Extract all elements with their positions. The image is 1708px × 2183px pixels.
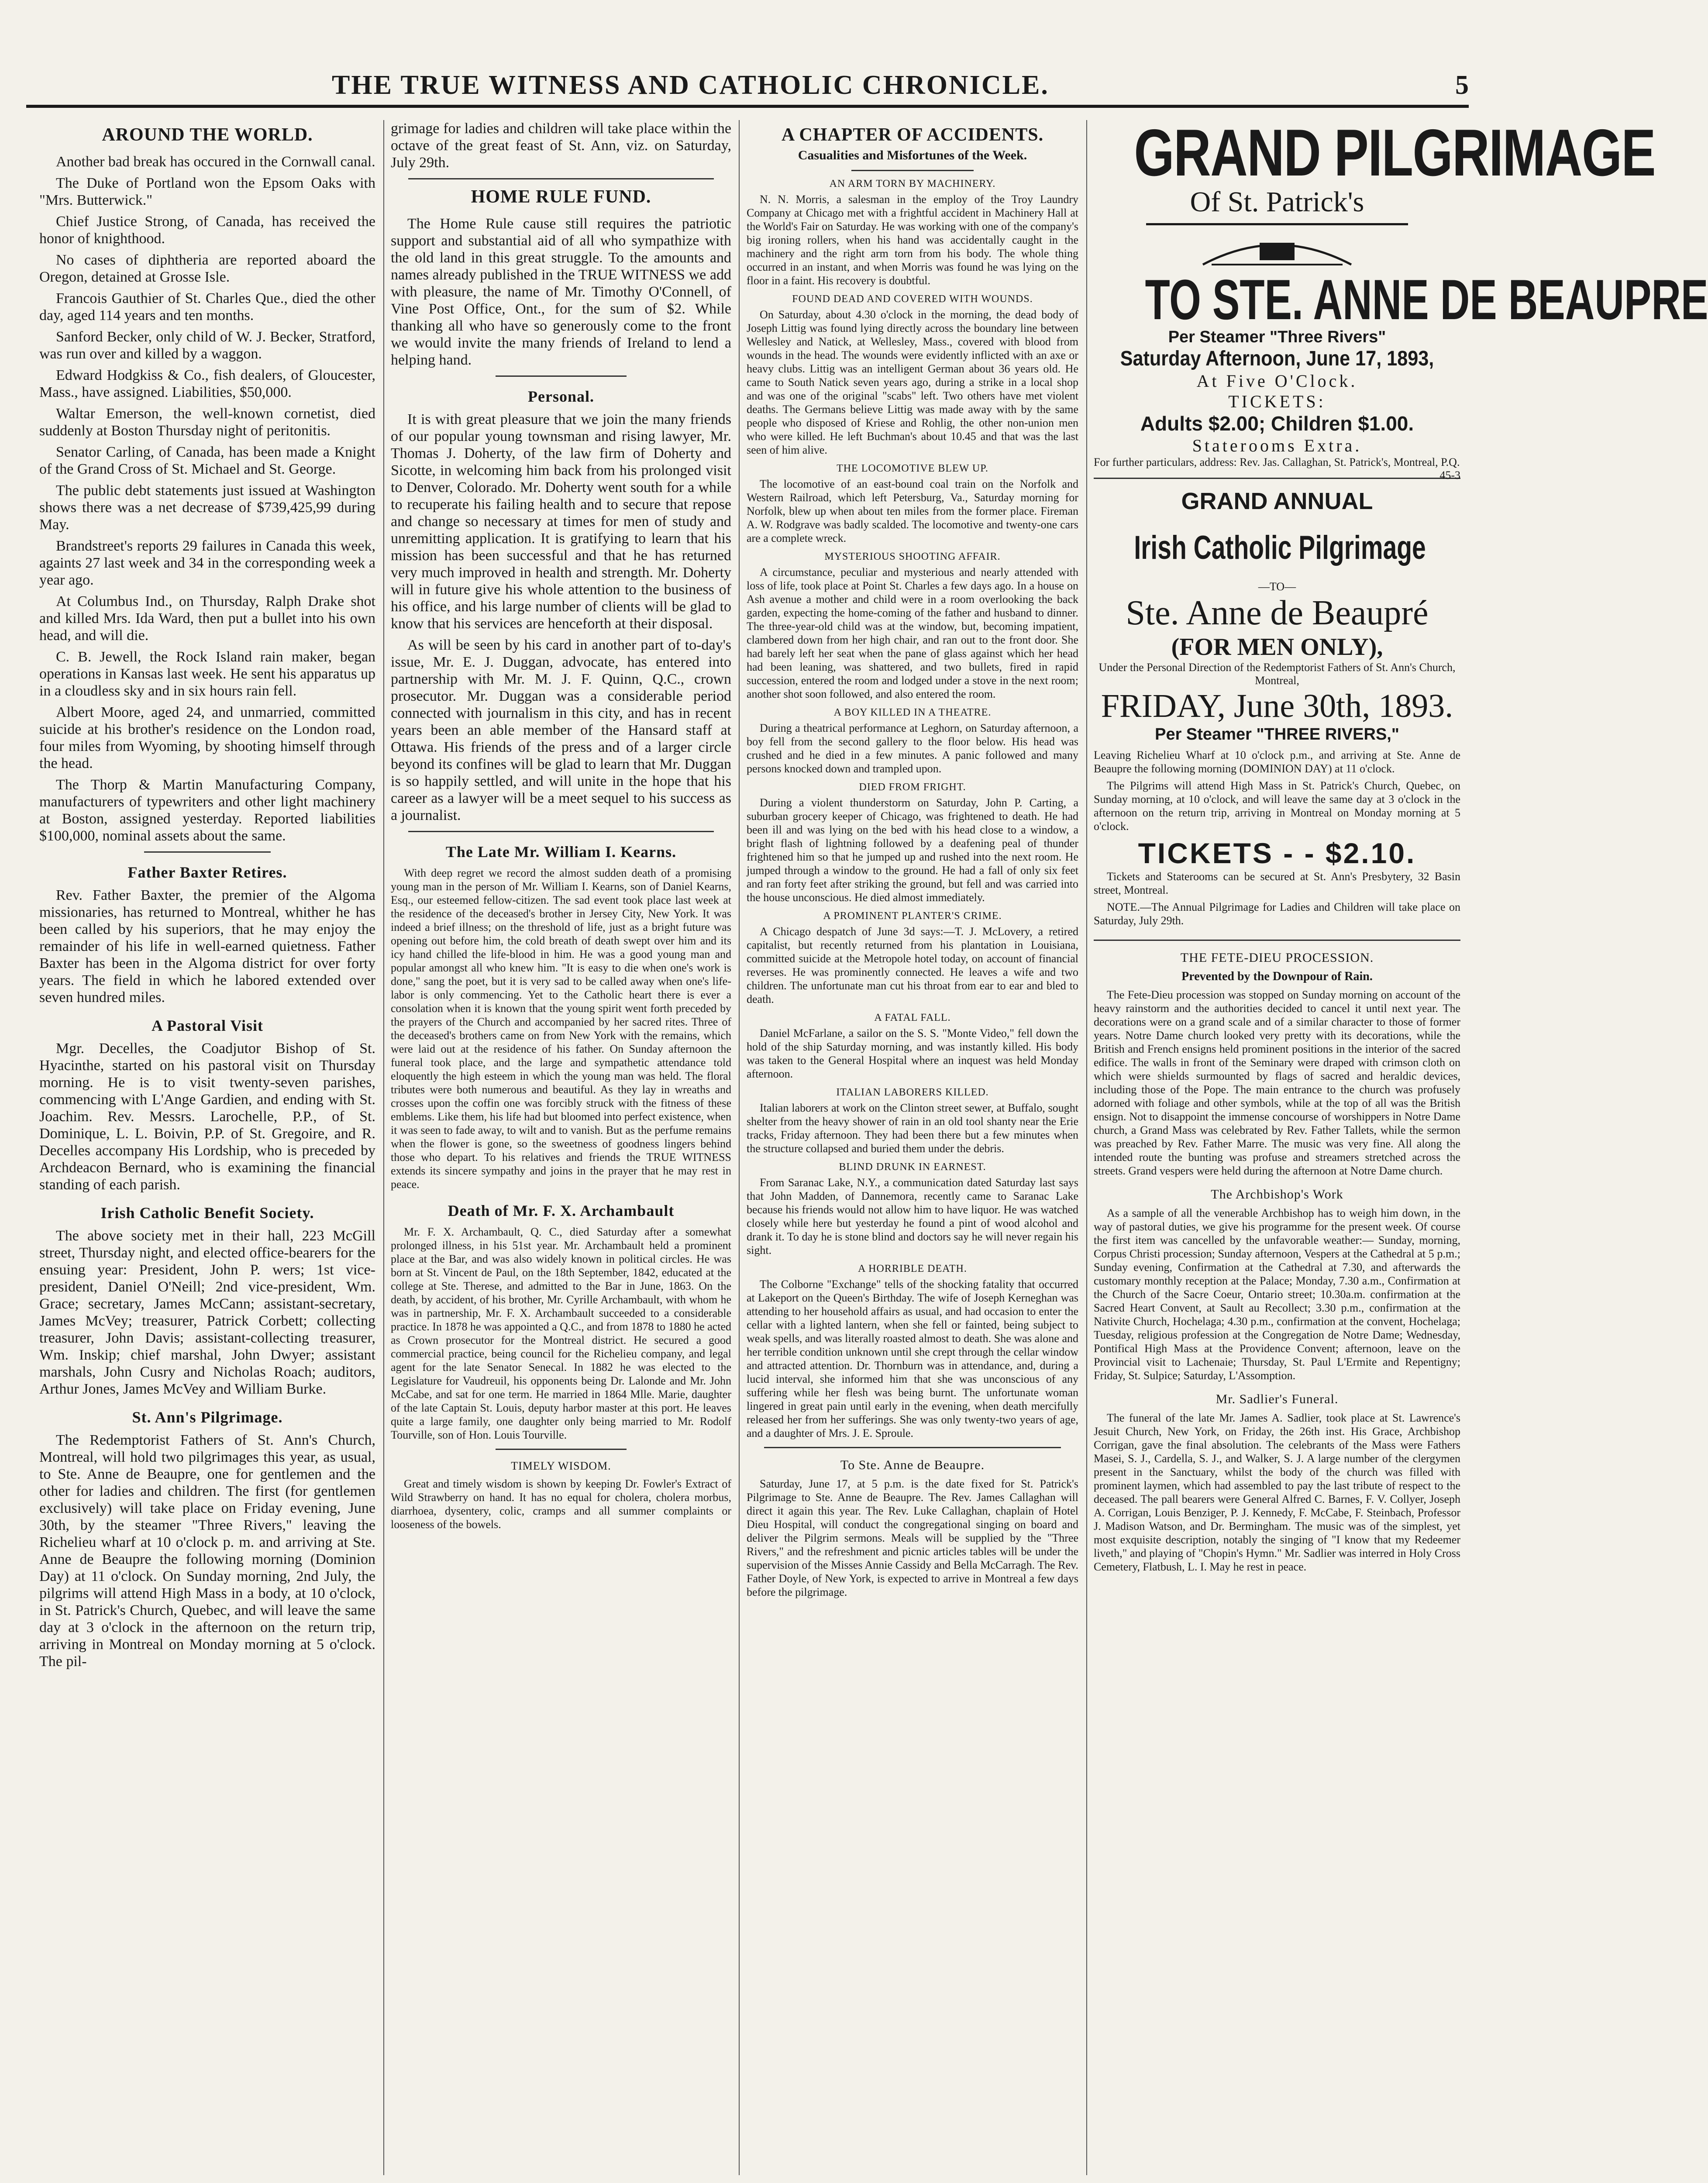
ad-destination: TO STE. ANNE DE BEAUPRE	[1145, 268, 1708, 331]
accident-heading: A HORRIBLE DEATH.	[858, 1263, 967, 1274]
news-item: The Duke of Portland won the Epsom Oaks with "Mrs. Butterwick."	[39, 175, 375, 208]
accident-text: During a violent thunderstorm on Saturday, John P. Carting, a suburban grocery keeper of Chicago, was frightened to death. He had been ill and was lying on the bed with his head close to a window, a bright flash of lightning followed by a deafening peal of thunder frightened him so that he jumped up and rushed into the next room. He jumped through a window to the ground. He had a fall of only six feet and ran forty feet after striking the ground, but fell and was carried into the house unconscious. He died almost immediately.	[747, 796, 1078, 904]
accident-heading: THE LOCOMOTIVE BLEW UP.	[837, 463, 988, 474]
article-heading: Father Baxter Retires.	[127, 864, 287, 881]
article-text: Mgr. Decelles, the Coadjutor Bishop of St. Hyacinthe, started on his pastoral visit on Thursday morning. He is to visit twenty-seven parishes, commencing with L'Ange Gardien, and ending with St. Joachim. Rev. Messrs. Larochelle, P.P., of St. Dominique, L. L. Boivin, P.P. of St. Gregoire, and R. Decelles accompany His Lordship, who is preceded by Archdeacon Bernard, who is examining the financial standing of each parish.	[39, 1040, 375, 1193]
accident-heading: ITALIAN LABORERS KILLED.	[836, 1087, 989, 1098]
news-item: Francois Gauthier of St. Charles Que., died the other day, aged 114 years and ten months.	[39, 290, 375, 324]
article-subheading: Prevented by the Downpour of Rain.	[1181, 970, 1373, 983]
ad-tickets-label: TICKETS:	[1228, 392, 1326, 411]
divider	[144, 851, 271, 853]
accident-list	[747, 178, 1078, 1440]
article-heading: The Late Mr. William I. Kearns.	[445, 843, 677, 861]
ad-date: FRIDAY, June 30th, 1893.	[1101, 688, 1453, 724]
accident-text: The Colborne "Exchange" tells of the shocking fatality that occurred at Lakeport on the Queen's Birthday. The wife of Joseph Kerneghan was attending to her household affairs as usual, and had occasion to enter the cellar with a lighted lantern, when she fell or fainted, being subject to weak spells, and was literally roasted almost to death. She was alone and her terrible condition unknown until she crept through the cellar window and attracted attention. Dr. Thornburn was in attendance, and, during a lucid interval, she informed him that she was unconscious of any suffering while her flesh was being burnt. The unfortunate woman lingered in great pain until early in the evening, when death mercifully released her from her sufferings. She was only twenty-two years of age, and a daughter of Mrs. J. E. Sproule.	[747, 1278, 1078, 1439]
ad-date: Saturday Afternoon, June 17, 1893,	[1120, 347, 1434, 370]
article-text: The Fete-Dieu procession was stopped on Sunday morning on account of the heavy rainstorm and the authorities decided to cancel it until next year. The decorations were on a grand scale and of a similar character to those of former years. Notre Dame church looked very pretty with its decorations, while the British and French ensigns held prominent positions in the interior of the sacred edifice. The walls in front of the Seminary were draped with crimson cloth on which were shields surmounted by flags of sacred and heraldic devices, including those of the Pope. The main entrance to the church was profusely adorned with foliage and other symbols, while at the top of all was the British ensign. Not to disappoint the immense concourse of worshippers in Notre Dame church, a Grand Mass was celebrated by Rev. Father Tallets, while the sermon was preached by Rev. Father Marre. The music was very fine. All along the intended route the bunting was profuse and streamers stretched across the streets. Grand vespers were held during the afternoon at Notre Dame church.	[1094, 988, 1460, 1177]
ad-ticket-price: TICKETS - - $2.10.	[1138, 837, 1416, 869]
news-list	[39, 153, 375, 844]
accident-heading: DIED FROM FRIGHT.	[859, 782, 966, 793]
column-4	[1094, 116, 1708, 2175]
accident-heading: A BOY KILLED IN A THEATRE.	[833, 707, 992, 718]
accident-heading: BLIND DRUNK IN EARNEST.	[839, 1161, 986, 1173]
article-text: Saturday, June 17, at 5 p.m. is the date fixed for St. Patrick's Pilgrimage to Ste. Anne de Beaupre. The Rev. James Callaghan will direct it again this year. The Rev. Luke Callaghan, chaplain of Hotel Dieu Hospital, will conduct the congregational singing on board and deliver the Pilgrim sermons. Meals will be supplied by the "Three Rivers," and the refreshment and picnic articles tables will be under the supervision of the Misses Annie Cassidy and Bella McCarragh. The Rev. Father Doyle, of New York, is expected to arrive in Montreal a few days before the pilgrimage.	[747, 1477, 1078, 1598]
accident-heading: FOUND DEAD AND COVERED WITH WOUNDS.	[792, 293, 1033, 305]
article-heading: Personal.	[528, 388, 594, 405]
divider	[408, 831, 714, 832]
ad-destination: Ste. Anne de Beaupré	[1126, 594, 1429, 632]
accident-text: Italian laborers at work on the Clinton street sewer, at Buffalo, sought shelter from the heavy shower of rain in an old tool shanty near the Erie tracks, Friday afternoon. They had been there but a few minutes when the structure collapsed and buried them under the debris.	[747, 1102, 1078, 1155]
article-text: Rev. Father Baxter, the premier of the Algoma missionaries, has returned to Montreal, whither he has been called by his superiors, that he may enjoy the remainder of his life in well-earned quietness. Father Baxter has been in the Algoma district for over forty years. The field in which he labored extended over seven hundred miles.	[39, 887, 375, 1005]
advertisement-irish-catholic-pilgrimage	[1094, 488, 1460, 941]
ad-subtitle: Of St. Patrick's	[1190, 186, 1364, 218]
advertisement-st-patricks-pilgrimage	[1094, 116, 1708, 482]
article-text: As a sample of all the venerable Archbishop has to weigh him down, in the way of pastoral duties, we give his programme for the present week. Of course the first item was cancelled by the unfavorable weather:— Sunday, morning, Corpus Christi procession; Sunday afternoon, Vespers at the Cathedral at 5 p.m.; Sunday evening, Confirmation at the Cathedral at 7.30, and afterwards the customary monthly reception at the Palace; Monday, 7.30 a.m., Confirmation at the Church of the Sacre Coeur, Ontario street; 10.30a.m. confirmation at the Sacred Heart Convent, at Sault au Recollect; 3.30 p.m., confirmation at the Nativite Church, Hochelaga; 4.30 p.m., confirmation at the convent, Hochelaga; Tuesday, religious profession at the Congregation de Notre Dame; Wednesday, Pontifical High Mass at the Providence Convent; afternoon, leave on the Provincial visit to Lachenaie; Thursday, St. Paul L'Ermite and Repentigny; Friday, St. Sulpice; Saturday, L'Assomption.	[1094, 1207, 1460, 1382]
article-text: Mr. F. X. Archambault, Q. C., died Saturday after a somewhat prolonged illness, in his 51st year. Mr. Archambault held a prominent place at the Bar, and was also widely known in political circles. He was born at St. Vincent de Paul, on the 18th September, 1842, educated at the college at Ste. Therese, and admitted to the Bar in June, 1863. On the death, by accident, of his brother, Mr. Cyrille Archambault, with whom he was in partnership, Mr. F. X. Archambault succeeded to a considerable practice. In 1878 he was appointed a Q.C., and from 1878 to 1880 he acted as Crown prosecutor for the Montreal district. He secured a good commercial practice, being council for the Richelieu company, and legal agent for the late Senator Senecal. In 1882 he was elected to the Legislature for Vaudreuil, his opponents being Dr. Lalonde and Mr. John McCabe, and sat for one term. He married in 1864 Mlle. Marie, daughter of the late Captain St. Louis, deputy harbor master at this port. He leaves quite a large family, one daughter only being married to Mr. Rodolf Tourville, son of Hon. Louis Tourville.	[391, 1226, 731, 1441]
ad-text: Leaving Richelieu Wharf at 10 o'clock p.m., and arriving at Ste. Anne de Beaupre the following morning (DOMINION DAY) at 11 o'clock.	[1094, 749, 1460, 775]
ad-text: Tickets and Staterooms can be secured at St. Ann's Presbytery, 32 Basin street, Montreal.	[1094, 870, 1460, 896]
accident-text: The locomotive of an east-bound coal train on the Norfolk and Western Railroad, which left Petersburg, Va., Saturday morning for Norfolk, blew up when about ten miles from the former place. Fireman A. W. Rodgrave was badly scalded. The locomotive and twenty-one cars are a complete wreck.	[747, 478, 1078, 544]
accident-text: During a theatrical performance at Leghorn, on Saturday afternoon, a boy fell from the second gallery to the floor below. His head was crushed and he died in a few minutes. A panic followed and many persons knocked down and trampled upon.	[747, 722, 1078, 775]
article-heading: The Archbishop's Work	[1211, 1187, 1343, 1202]
column-divider	[383, 120, 384, 2175]
news-item: Another bad break has occured in the Cornwall canal.	[56, 154, 375, 170]
accident-text: N. N. Morris, a salesman in the employ of the Troy Laundry Company at Chicago met with a frightful accident in Machinery Hall at the World's Fair on Saturday. He was working with one of the company's big ironing rollers, when his hand was accidentally caught in the machinery and the right arm torn from his body. The whole thing occurred in an instant, and when Morris was found he was lying on the floor in a faint. His recovery is doubtful.	[747, 193, 1078, 287]
article-text: The funeral of the late Mr. James A. Sadlier, took place at St. Lawrence's Jesuit Church, New York, on Friday, the 26th inst. His Grace, Archbishop Corrigan, gave the final absolution. The celebrants of the Mass were Fathers Masei, S. J., Cardella, S. J., and Walker, S. J. A large number of the clergymen present in the Sanctuary, whilst the body of the church was filled with prominent laymen, which had assembled to pay the last tribute of respect to the deceased. The pall bearers were General Alfred C. Barnes, F. V. Collyer, Joseph A. Corrigan, Louis Benziger, P. J. Kennedy, F. McCabe, F. Steinbach, Professor J. Madison Watson, and Dr. Bermingham. The music was of the simplest, yet most exquisite description, notably the singing of "I know that my Redeemer liveth," and playing of "Chopin's Hymn." Mr. Sadlier was interred in Holy Cross Cemetery, Flatbush, L. I. May he rest in peace.	[1094, 1412, 1460, 1573]
accident-text: From Saranac Lake, N.Y., a communication dated Saturday last says that John Madden, of Dannemora, recently came to Saranac Lake because his friends would not allow him to have liquor. He was watched closely while here but yesterday he found a pint of wood alcohol and drank it. To day he is stone blind and doctors say he will never regain his sight.	[747, 1176, 1078, 1257]
divider	[851, 170, 974, 171]
article-heading: Death of Mr. F. X. Archambault	[448, 1202, 675, 1219]
news-item: Edward Hodgkiss & Co., fish dealers, of Gloucester, Mass., have assigned. Liabilities, $50,000.	[39, 367, 375, 400]
ad-staterooms: Staterooms Extra.	[1192, 436, 1362, 455]
ad-steamer: Per Steamer "THREE RIVERS,"	[1155, 725, 1399, 744]
article-heading: A Pastoral Visit	[152, 1017, 263, 1034]
news-item: No cases of diphtheria are reported aboard the Oregon, detained at Grosse Isle.	[39, 252, 375, 285]
news-item: Senator Carling, of Canada, has been made a Knight of the Grand Cross of St. Michael and St. George.	[39, 444, 375, 477]
news-item: Sanford Becker, only child of W. J. Becker, Stratford, was run over and killed by a waggon.	[39, 329, 375, 362]
accident-heading: A FATAL FALL.	[874, 1012, 951, 1023]
harp-ornament-icon	[1194, 230, 1360, 269]
accident-text: A Chicago despatch of June 3d says:—T. J. McLovery, a retired capitalist, but recently returned from his plantation in Louisiana, committed suicide at the Metropole hotel today, on account of financial reverses. He was prominently connected. He leaves a wife and two children. The unfortunate man cut his throat from ear to ear and bled to death.	[747, 925, 1078, 1005]
accident-text: On Saturday, about 4.30 o'clock in the morning, the dead body of Joseph Littig was found lying directly across the boundary line between Wellesley and Natick, at Wellesley, Mass., covered with blood from wounds in the head. The wounds were evidently inflicted with an axe or heavy clubs. Littig was an intelligent German about 36 years old. He came to South Natick seven years ago, during a strike in a local shop and was one of the original "scabs" left. Two others have met violent deaths. The Germans believe Littig was made away with by the same people who disposed of Kriese and Rohlig, the other non-union men who were killed. He left Buchman's about 10.45 and that was the last seen of him alive.	[747, 308, 1078, 456]
section-heading-around-the-world: AROUND THE WORLD.	[102, 125, 313, 145]
news-item: Chief Justice Strong, of Canada, has received the honor of knighthood.	[39, 213, 375, 247]
ad-to: —TO—	[1258, 580, 1296, 593]
article-text: With deep regret we record the almost sudden death of a promising young man in the person of Mr. William I. Kearns, son of Daniel Kearns, Esq., our esteemed fellow-citizen. The sad event took place last week at the residence of the deceased's brother in Jersey City, New York. It was indeed a brief illness; on the threshold of life, just as a bright future was opening out before him, the cold breath of death swept over him and its icy hand chilled the life-blood in him. He was a good young man and popular amongst all who knew him. "It is easy to die when one's work is done," sang the poet, but it is very sad to be called away when one's life-labor is only commencing. Yet to the Catholic heart there is ever a consolation when it is known that the young spirit went forth preceded by the prayers of the Church and accompanied by her sacred rites. Three of the deceased's brothers came on from New York with the remains, which were laid out at the residence of his father. On Sunday afternoon the funeral took place, and the large and sympathetic attendance told eloquently the high esteem in which the young man was held. The floral tributes were both numerous and beautiful. As they lay in wreaths and crosses upon the coffin one was forcibly struck with the fitness of these emblems. Like them, his life had but bloomed into perfect existence, when it was seen to fade away, to wilt and to vanish. But as the perfume remains when the flower is gone, so the sweetness of goodness lingers behind those who depart. To his relatives and friends the TRUE WITNESS extends its sincere sympathy and joins in the prayer that he may rest in peace.	[391, 867, 731, 1191]
divider	[408, 178, 714, 179]
news-item: Albert Moore, aged 24, and unmarried, committed suicide at his brother's residence on the London road, four miles from Wyoming, by shooting himself through the head.	[39, 704, 375, 771]
ad-reference: 45-3	[1439, 469, 1460, 482]
news-item: Brandstreet's reports 29 failures in Canada this week, againts 27 last week and 34 in the corresponding week a year ago.	[39, 538, 375, 588]
article-heading: To Ste. Anne de Beaupre.	[840, 1458, 985, 1472]
page-number: 5	[1455, 70, 1469, 100]
news-item: The Thorp & Martin Manufacturing Company, manufacturers of typewriters and other light machinery at Boston, assigned yesterday. Reported liabilities $100,000, nominal assets about the same.	[39, 777, 375, 844]
news-item: Waltar Emerson, the well-known cornetist, died suddenly at Boston Thursday night of peritonitis.	[39, 406, 375, 439]
divider	[496, 1449, 627, 1450]
ad-title: GRAND ANNUAL	[1181, 488, 1373, 514]
section-heading-accidents: A CHAPTER OF ACCIDENTS.	[781, 125, 1044, 145]
news-item: The public debt statements just issued at Washington shows there was a net decrease of $739,425,99 during May.	[39, 482, 375, 533]
ad-time: At Five O'Clock.	[1196, 371, 1358, 391]
news-item: At Columbus Ind., on Thursday, Ralph Drake shot and killed Mrs. Ida Ward, then put a bullet into his own head, and will die.	[39, 593, 375, 644]
news-item: C. B. Jewell, the Rock Island rain maker, began operations in Kansas last week. He sent his apparatus up in a cloudless sky and in six hours rain fell.	[39, 649, 375, 699]
article-text: The Home Rule cause still requires the patriotic support and substantial aid of all who sympathize with the old land in this great struggle. To the amounts and names already published in the TRUE WITNESS we add with pleasure, the name of Mr. Timothy O'Connell, of Vine Post Office, Ont., for the sum of $2. While thanking all who have so generously come to the front we would invite the many friends of Ireland to lend a helping hand.	[391, 216, 731, 368]
column-divider	[739, 120, 740, 2175]
column-1	[39, 120, 375, 2175]
ad-direction: Under the Personal Direction of the Redemptorist Fathers of St. Ann's Church, Montreal,	[1098, 661, 1456, 687]
divider	[496, 375, 627, 377]
accident-heading: A PROMINENT PLANTER'S CRIME.	[823, 910, 1002, 922]
ad-title: GRAND PILGRIMAGE	[1134, 116, 1655, 190]
accident-text: A circumstance, peculiar and mysterious and nearly attended with loss of life, took place at Point St. Charles a few days ago. In a house on Ash avenue a mother and child were in a room overlooking the back garden, expecting the home-coming of the father and husband to dinner. The three-year-old child was at the window, but, becoming impatient, clambered down from her high chair, and ran out to the front door. She had barely left her seat when the pane of glass against which her head had been leaning, was shattered, and two bullets, fired in rapid succession, entered the room and lodged under a stove in the next room; another shot soon followed, and also entered the room.	[747, 566, 1078, 700]
ad-subtitle: Irish Catholic Pilgrimage	[1134, 529, 1426, 566]
article-heading: THE FETE-DIEU PROCESSION.	[1180, 950, 1374, 965]
article-heading: Irish Catholic Benefit Society.	[100, 1204, 314, 1222]
column-divider	[1086, 120, 1087, 2175]
section-heading-home-rule: HOME RULE FUND.	[471, 187, 651, 207]
section-subheading: Casualities and Misfortunes of the Week.	[798, 148, 1027, 162]
ad-note: NOTE.—The Annual Pilgrimage for Ladies and Children will take place on Saturday, July 29th.	[1094, 901, 1460, 927]
article-text: Great and timely wisdom is shown by keeping Dr. Fowler's Extract of Wild Strawberry on hand. It has no equal for cholera, cholera morbus, diarrhoea, dysentery, colic, cramps and all summer complaints or looseness of the bowels.	[391, 1477, 731, 1531]
article-continuation: grimage for ladies and children will take place within the octave of the great feast of St. Ann, viz. on Saturday, July 29th.	[391, 121, 731, 171]
ad-text: The Pilgrims will attend High Mass in St. Patrick's Church, Quebec, on Sunday morning, at 10 o'clock, and will leave the same day at 3 o'clock in the afternoon on the return trip, arriving in Montreal on Monday morning at 5 o'clock.	[1094, 779, 1460, 833]
masthead-rule	[26, 105, 1469, 108]
accident-heading: AN ARM TORN BY MACHINERY.	[829, 178, 996, 189]
article-heading: St. Ann's Pilgrimage.	[132, 1408, 283, 1426]
accident-heading: MYSTERIOUS SHOOTING AFFAIR.	[824, 551, 1001, 562]
ad-contact: For further particulars, address: Rev. Jas. Callaghan, St. Patrick's, Montreal, P.Q. 45-3	[1094, 456, 1460, 482]
accident-text: Daniel McFarlane, a sailor on the S. S. "Monte Video," fell down the hold of the ship Saturday morning, and was instantly killed. His body was taken to the General Hospital where an inquest was held Monday afternoon.	[747, 1027, 1078, 1080]
divider	[764, 1447, 1061, 1448]
newspaper-title: THE TRUE WITNESS AND CATHOLIC CHRONICLE.	[332, 70, 1049, 100]
ad-steamer: Per Steamer "Three Rivers"	[1168, 328, 1386, 346]
column-2	[391, 120, 731, 2175]
masthead	[0, 65, 1495, 107]
article-text: The Redemptorist Fathers of St. Ann's Church, Montreal, will hold two pilgrimages this year, as usual, to Ste. Anne de Beaupre, one for gentlemen and the other for ladies and children. The first (for gentlemen exclusively) will take place on Friday evening, June 30th, by the steamer "Three Rivers," leaving the Richelieu wharf at 10 o'clock p. m. and arriving at Ste. Anne de Beaupre the following morning (Dominion Day) at 11 o'clock. On Sunday morning, 2nd July, the pilgrims will attend High Mass in a body, at 10 o'clock, in St. Patrick's Church, Quebec, and will leave the same day at 3 o'clock in the afternoon on the return trip, arriving in Montreal on Monday morning at 5 o'clock. The pil-	[39, 1432, 375, 1670]
column-3	[747, 120, 1078, 2175]
article-heading: Mr. Sadlier's Funeral.	[1216, 1392, 1339, 1406]
ad-prices: Adults $2.00; Children $1.00.	[1140, 412, 1414, 435]
article-heading: TIMELY WISDOM.	[511, 1460, 611, 1472]
ad-audience: (FOR MEN ONLY),	[1171, 634, 1383, 661]
article-text: It is with great pleasure that we join the many friends of our popular young townsman and rising lawyer, Mr. Thomas J. Doherty, of the law firm of Doherty and Sicotte, in welcoming him back from his prolonged visit to Denver, Colorado. Mr. Doherty went south for a while to recuperate his failing health and to secure that repose and change so necessary at times for men of study and unremitting application. It is gratifying to learn that his mission has been successful and that he has returned very much improved in health and strength. Mr. Doherty will in future give his whole attention to the business of his office, and his large number of clients will be glad to know that his services are henceforth at their disposal.	[391, 411, 731, 632]
divider	[1146, 223, 1408, 225]
article-text: The above society met in their hall, 223 McGill street, Thursday night, and elected office-bearers for the ensuing year: President, John P. wers; 1st vice-president, Daniel O'Neill; 2nd vice-president, Wm. Grace; secretary, James McCann; assistant-secretary, James McVey; treasurer, Patrick Corbett; collecting treasurer, John Davis; assistant-collecting treasurer, Wm. Inskip; chief marshal, John Dwyer; assistant marshals, John Cusry and Nicholas Roach; auditors, Arthur Jones, James McVey and William Burke.	[39, 1228, 375, 1397]
article-text: As will be seen by his card in another part of to-day's issue, Mr. E. J. Duggan, advocate, has entered into partnership with Mr. M. J. F. Quinn, Q.C., crown prosecutor. Mr. Duggan was a considerable period connected with journalism in this city, and has in recent years been an able member of the Hansard staff at Ottawa. His friends of the press and of a larger circle beyond its confines will be glad to learn that Mr. Duggan is so happily settled, and will unite in the hope that his career as a lawyer will be a meet sequel to his success as a journalist.	[391, 637, 731, 823]
